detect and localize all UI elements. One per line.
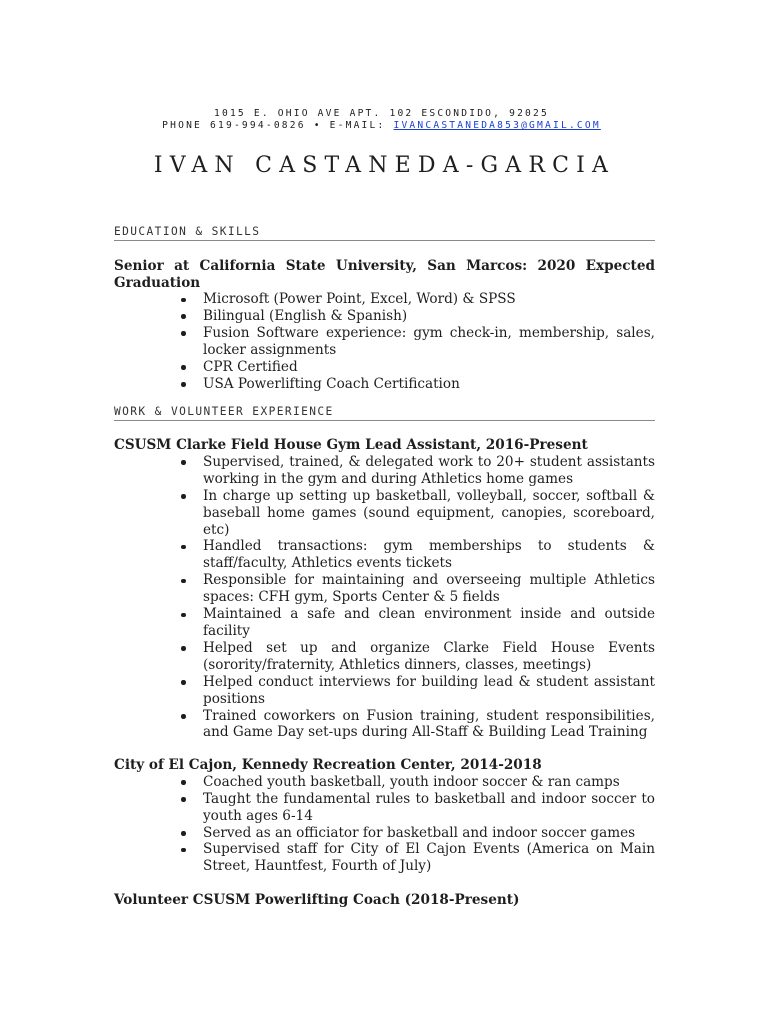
list-item: Bilingual (English & Spanish) — [203, 308, 655, 325]
list-item: Helped set up and organize Clarke Field House Events (sorority/fraternity, Athletics dinners, classes, meetings) — [203, 639, 655, 673]
job-heading-powerlifting: Volunteer CSUSM Powerlifting Coach (2018-Present) — [114, 892, 520, 909]
list-item: In charge up setting up basketball, volleyball, soccer, softball & baseball home games (sound equipment, canopies, scoreboard, etc) — [203, 487, 655, 538]
job-heading-el-cajon: City of El Cajon, Kennedy Recreation Center, 2014-2018 — [114, 757, 542, 774]
list-item: Served as an officiator for basketball and indoor soccer games — [203, 825, 655, 842]
work-section-title: WORK & VOLUNTEER EXPERIENCE — [114, 405, 655, 421]
candidate-name: IVAN CASTANEDA-GARCIA — [153, 153, 616, 178]
list-item: Taught the fundamental rules to basketball and indoor soccer to youth ages 6-14 — [203, 790, 655, 824]
list-item: Maintained a safe and clean environment inside and outside facility — [203, 606, 655, 639]
list-item: CPR Certified — [203, 359, 655, 376]
job-heading-csusm: CSUSM Clarke Field House Gym Lead Assistant, 2016-Present — [114, 437, 588, 454]
list-item: USA Powerlifting Coach Certification — [203, 376, 655, 393]
resume-page — [114, 108, 655, 909]
list-item: Handled transactions: gym memberships to students & staff/faculty, Athletics events tickets — [203, 538, 655, 572]
list-item: Coached youth basketball, youth indoor soccer & ran camps — [203, 774, 655, 791]
address-line: 1015 E. OHIO AVE APT. 102 ESCONDIDO, 92025 — [214, 108, 549, 119]
list-item: Fusion Software experience: gym check-in, membership, sales, locker assignments — [203, 324, 655, 358]
list-item: Microsoft (Power Point, Excel, Word) & SPSS — [203, 291, 655, 308]
list-item: Supervised staff for City of El Cajon Events (America on Main Street, Hauntfest, Fourth of July) — [203, 841, 655, 875]
education-heading: Senior at California State University, San Marcos: 2020 Expected Graduation — [114, 258, 655, 291]
phone-text: PHONE 619-994-0826 • E-MAIL: — [162, 120, 394, 131]
education-section-title: EDUCATION & SKILLS — [114, 225, 655, 241]
email-link[interactable]: IVANCASTANEDA853@GMAIL.COM — [393, 120, 601, 131]
list-item: Helped conduct interviews for building lead & student assistant positions — [203, 673, 655, 707]
list-item: Supervised, trained, & delegated work to 20+ student assistants working in the gym and during Athletics home games — [203, 453, 655, 487]
list-item: Trained coworkers on Fusion training, student responsibilities, and Game Day set-ups during All-Staff & Building Lead Training — [203, 707, 655, 741]
job-bullets-el-cajon — [114, 774, 655, 875]
education-skills-list — [114, 291, 655, 392]
phone-email-line — [108, 120, 655, 132]
contact-block — [108, 108, 655, 132]
list-item: Responsible for maintaining and overseeing multiple Athletics spaces: CFH gym, Sports Center & 5 fields — [203, 572, 655, 606]
job-bullets-csusm — [114, 454, 655, 741]
